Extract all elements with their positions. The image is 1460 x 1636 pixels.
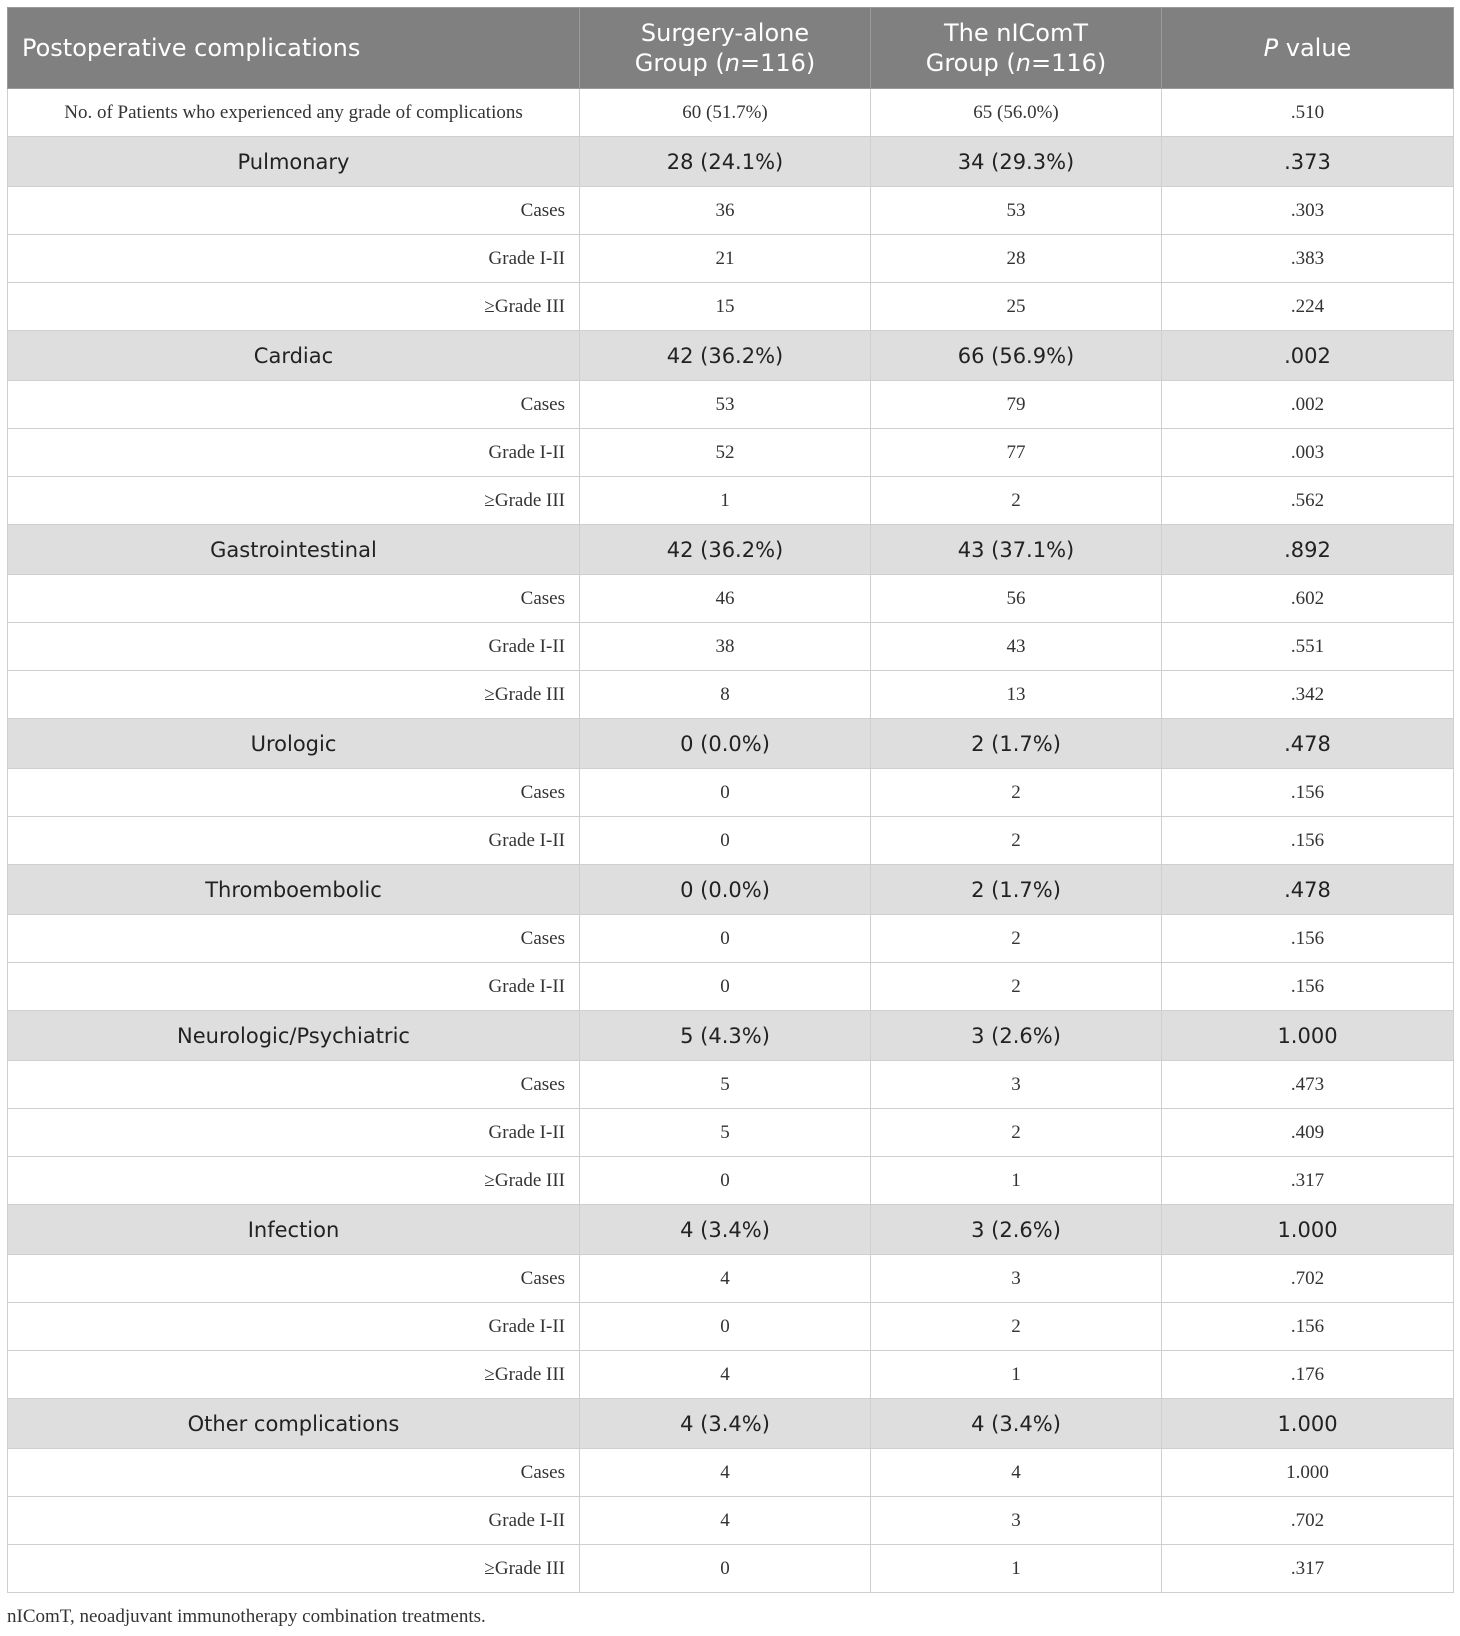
row-surgery: 4 [580, 1255, 871, 1303]
row-surgery: 0 [580, 1545, 871, 1593]
row-surgery: 46 [580, 575, 871, 623]
table-row [8, 1351, 1454, 1399]
table-row [8, 1449, 1454, 1497]
category-row [8, 1205, 1454, 1255]
header-complications: Postoperative complications [8, 8, 580, 89]
category-row [8, 1011, 1454, 1061]
category-surgery: 28 (24.1%) [580, 137, 871, 187]
table-row [8, 671, 1454, 719]
row-nicomt: 2 [871, 817, 1162, 865]
row-surgery: 4 [580, 1449, 871, 1497]
row-nicomt: 2 [871, 477, 1162, 525]
category-nicomt: 34 (29.3%) [871, 137, 1162, 187]
row-p: .002 [1162, 381, 1454, 429]
row-p: .303 [1162, 187, 1454, 235]
category-surgery: 42 (36.2%) [580, 525, 871, 575]
row-surgery: 0 [580, 817, 871, 865]
row-p: .176 [1162, 1351, 1454, 1399]
category-p: .478 [1162, 719, 1454, 769]
category-name: Neurologic/Psychiatric [8, 1011, 580, 1061]
table-row [8, 1061, 1454, 1109]
table-row [8, 381, 1454, 429]
header-nicomt-suffix: =116) [1031, 49, 1107, 77]
header-surgery-prefix: Group ( [634, 49, 725, 77]
row-nicomt: 2 [871, 1303, 1162, 1351]
row-surgery: 4 [580, 1497, 871, 1545]
row-p: .156 [1162, 963, 1454, 1011]
row-p: .409 [1162, 1109, 1454, 1157]
row-label: Grade I-II [8, 1303, 580, 1351]
row-surgery: 5 [580, 1061, 871, 1109]
row-p: .156 [1162, 817, 1454, 865]
row-label: Cases [8, 1061, 580, 1109]
table-row [8, 1497, 1454, 1545]
category-p: 1.000 [1162, 1205, 1454, 1255]
row-nicomt: 4 [871, 1449, 1162, 1497]
row-label: Cases [8, 915, 580, 963]
row-label: Grade I-II [8, 817, 580, 865]
row-surgery: 5 [580, 1109, 871, 1157]
table-row [8, 915, 1454, 963]
table-row [8, 575, 1454, 623]
category-name: Cardiac [8, 331, 580, 381]
table-footnote: nIComT, neoadjuvant immunotherapy combination treatments. [7, 1606, 486, 1627]
table-row [8, 623, 1454, 671]
row-surgery: 38 [580, 623, 871, 671]
row-surgery: 8 [580, 671, 871, 719]
header-nicomt-prefix: Group ( [925, 49, 1016, 77]
category-row [8, 865, 1454, 915]
row-p: .342 [1162, 671, 1454, 719]
header-surgery-alone [580, 8, 871, 89]
row-p: 1.000 [1162, 1449, 1454, 1497]
row-label: Grade I-II [8, 1109, 580, 1157]
category-p: .373 [1162, 137, 1454, 187]
overall-row [8, 89, 1454, 137]
category-name: Urologic [8, 719, 580, 769]
category-name: Pulmonary [8, 137, 580, 187]
row-nicomt: 13 [871, 671, 1162, 719]
row-nicomt: 56 [871, 575, 1162, 623]
row-nicomt: 2 [871, 915, 1162, 963]
header-nicomt-n: n [1015, 49, 1031, 77]
row-label: ≥Grade III [8, 1545, 580, 1593]
overall-label: No. of Patients who experienced any grade of complications [8, 89, 580, 137]
row-surgery: 0 [580, 963, 871, 1011]
category-name: Other complications [8, 1399, 580, 1449]
row-label: Grade I-II [8, 623, 580, 671]
row-label: Grade I-II [8, 963, 580, 1011]
category-name: Thromboembolic [8, 865, 580, 915]
category-row [8, 719, 1454, 769]
table-row [8, 477, 1454, 525]
row-surgery: 0 [580, 915, 871, 963]
table-row [8, 1545, 1454, 1593]
row-nicomt: 3 [871, 1255, 1162, 1303]
header-row [8, 8, 1454, 89]
row-surgery: 53 [580, 381, 871, 429]
table-row [8, 1303, 1454, 1351]
row-p: .702 [1162, 1255, 1454, 1303]
table-row [8, 1255, 1454, 1303]
header-p-value [1162, 8, 1454, 89]
row-label: Cases [8, 1449, 580, 1497]
row-nicomt: 1 [871, 1157, 1162, 1205]
header-p-italic: P [1263, 34, 1279, 62]
category-surgery: 42 (36.2%) [580, 331, 871, 381]
row-p: .224 [1162, 283, 1454, 331]
row-p: .317 [1162, 1157, 1454, 1205]
row-surgery: 21 [580, 235, 871, 283]
category-name: Infection [8, 1205, 580, 1255]
category-surgery: 5 (4.3%) [580, 1011, 871, 1061]
row-p: .003 [1162, 429, 1454, 477]
table-row [8, 283, 1454, 331]
row-p: .156 [1162, 1303, 1454, 1351]
row-label: Cases [8, 769, 580, 817]
category-surgery: 4 (3.4%) [580, 1205, 871, 1255]
row-surgery: 52 [580, 429, 871, 477]
category-p: .478 [1162, 865, 1454, 915]
row-p: .317 [1162, 1545, 1454, 1593]
table-row [8, 817, 1454, 865]
row-label: Grade I-II [8, 235, 580, 283]
header-nicomt-line1: The nIComT [943, 19, 1089, 47]
category-nicomt: 43 (37.1%) [871, 525, 1162, 575]
category-nicomt: 4 (3.4%) [871, 1399, 1162, 1449]
row-nicomt: 43 [871, 623, 1162, 671]
row-surgery: 36 [580, 187, 871, 235]
table-row [8, 1109, 1454, 1157]
table-row [8, 769, 1454, 817]
row-label: ≥Grade III [8, 477, 580, 525]
row-surgery: 0 [580, 1157, 871, 1205]
category-p: .002 [1162, 331, 1454, 381]
overall-surgery: 60 (51.7%) [580, 89, 871, 137]
table-body [8, 89, 1454, 1593]
row-p: .551 [1162, 623, 1454, 671]
category-row [8, 331, 1454, 381]
row-p: .156 [1162, 915, 1454, 963]
row-label: Cases [8, 1255, 580, 1303]
row-nicomt: 79 [871, 381, 1162, 429]
row-surgery: 0 [580, 769, 871, 817]
category-surgery: 0 (0.0%) [580, 865, 871, 915]
row-surgery: 1 [580, 477, 871, 525]
row-label: Cases [8, 575, 580, 623]
row-nicomt: 2 [871, 769, 1162, 817]
row-surgery: 15 [580, 283, 871, 331]
row-label: ≥Grade III [8, 671, 580, 719]
row-p: .702 [1162, 1497, 1454, 1545]
row-nicomt: 28 [871, 235, 1162, 283]
row-nicomt: 53 [871, 187, 1162, 235]
row-nicomt: 77 [871, 429, 1162, 477]
complications-table [7, 7, 1454, 1593]
row-nicomt: 3 [871, 1497, 1162, 1545]
category-nicomt: 3 (2.6%) [871, 1205, 1162, 1255]
category-nicomt: 2 (1.7%) [871, 719, 1162, 769]
row-label: Grade I-II [8, 1497, 580, 1545]
complications-table-container [7, 7, 1453, 1593]
header-surgery-line1: Surgery-alone [640, 19, 810, 47]
row-nicomt: 1 [871, 1545, 1162, 1593]
table-row [8, 235, 1454, 283]
category-row [8, 137, 1454, 187]
row-label: Cases [8, 187, 580, 235]
row-surgery: 4 [580, 1351, 871, 1399]
row-label: Grade I-II [8, 429, 580, 477]
row-label: Cases [8, 381, 580, 429]
category-nicomt: 66 (56.9%) [871, 331, 1162, 381]
row-nicomt: 3 [871, 1061, 1162, 1109]
row-p: .156 [1162, 769, 1454, 817]
table-row [8, 963, 1454, 1011]
category-name: Gastrointestinal [8, 525, 580, 575]
row-nicomt: 1 [871, 1351, 1162, 1399]
header-p-suffix: value [1278, 34, 1352, 62]
category-nicomt: 3 (2.6%) [871, 1011, 1162, 1061]
category-surgery: 0 (0.0%) [580, 719, 871, 769]
row-label: ≥Grade III [8, 1157, 580, 1205]
table-row [8, 1157, 1454, 1205]
row-p: .473 [1162, 1061, 1454, 1109]
table-row [8, 187, 1454, 235]
table-row [8, 429, 1454, 477]
row-p: .602 [1162, 575, 1454, 623]
header-surgery-suffix: =116) [740, 49, 816, 77]
category-row [8, 525, 1454, 575]
row-nicomt: 2 [871, 963, 1162, 1011]
row-nicomt: 2 [871, 1109, 1162, 1157]
row-p: .562 [1162, 477, 1454, 525]
category-surgery: 4 (3.4%) [580, 1399, 871, 1449]
category-p: 1.000 [1162, 1399, 1454, 1449]
overall-nicomt: 65 (56.0%) [871, 89, 1162, 137]
category-nicomt: 2 (1.7%) [871, 865, 1162, 915]
row-label: ≥Grade III [8, 1351, 580, 1399]
row-p: .383 [1162, 235, 1454, 283]
header-nicomt [871, 8, 1162, 89]
overall-p: .510 [1162, 89, 1454, 137]
row-label: ≥Grade III [8, 283, 580, 331]
row-nicomt: 25 [871, 283, 1162, 331]
header-surgery-n: n [724, 49, 740, 77]
category-p: .892 [1162, 525, 1454, 575]
category-row [8, 1399, 1454, 1449]
row-surgery: 0 [580, 1303, 871, 1351]
category-p: 1.000 [1162, 1011, 1454, 1061]
